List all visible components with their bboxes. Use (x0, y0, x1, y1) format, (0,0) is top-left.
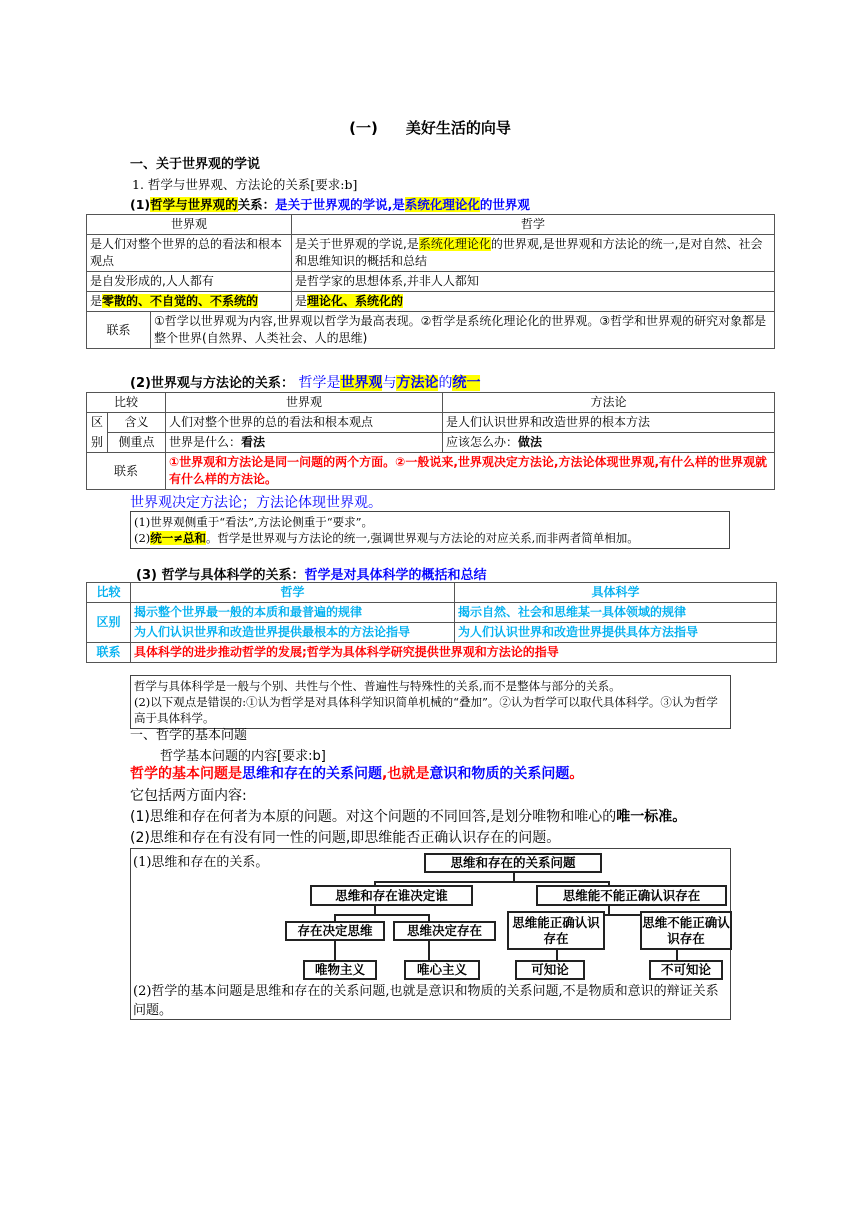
table-row (87, 312, 775, 349)
diagram-node-rr: 思维不能正确认识存在 (640, 911, 732, 950)
table-cell: 区 (87, 413, 108, 433)
text-line: 它包括两方面内容: (130, 788, 247, 804)
diagram-footer: (2)哲学的基本问题是思维和存在的关系问题,也就是意识和物质的关系问题,不是物质和意识的辩证关系问题。 (133, 984, 719, 1018)
table-cell: 是自发形成的,人人都有 (87, 272, 292, 292)
connector-line (334, 939, 336, 961)
table-cell: 是理论化、系统化的 (292, 292, 775, 312)
diagram-box (130, 848, 731, 1020)
table-cell: 世界是什么：看法 (166, 433, 443, 453)
table-row (87, 643, 777, 663)
table-cell: 为人们认识世界和改造世界提供具体方法指导 (455, 623, 777, 643)
header-cell: 世界观 (87, 215, 292, 235)
table-worldview-methodology (86, 392, 775, 490)
section-heading: 一、关于世界观的学说 (130, 157, 261, 172)
table-cell: 侧重点 (108, 433, 166, 453)
diagram-node-root: 思维和存在的关系问题 (424, 853, 602, 873)
diagram-node-rll: 可知论 (515, 960, 585, 980)
diagram-node-right: 思维能不能正确认识存在 (536, 885, 727, 906)
table-row (87, 393, 775, 413)
relation-line-1: (1)哲学与世界观的关系：是关于世界观的学说,是系统化理论化的世界观 (130, 197, 530, 212)
table-cell: 为人们认识世界和改造世界提供最根本的方法论指导 (131, 623, 455, 643)
table-cell: 揭示整个世界最一般的本质和最普遍的规律 (131, 603, 455, 623)
table-row (87, 235, 775, 272)
table-row (87, 623, 777, 643)
table-cell: 是关于世界观的学说,是系统化理论化的世界观,是世界观和方法论的统一,是对自然、社会和思维知识的概括和总结 (292, 235, 775, 272)
table-cell: 是哲学家的思想体系,并非人人都知 (292, 272, 775, 292)
header-cell: 具体科学 (455, 583, 777, 603)
summary-line: 世界观决定方法论；方法论体现世界观。 (130, 495, 382, 511)
table-cell: 区别 (87, 603, 131, 643)
note-box-1: (1)世界观侧重于“看法”,方法论侧重于“要求”。 (2)统一≠总和。哲学是世界观与方法论的统一,强调世界观与方法论的对应关系,而非两者简单相加。 (130, 511, 730, 549)
table-cell: 应该怎么办：做法 (443, 433, 775, 453)
table-cell: 具体科学的进步推动哲学的发展;哲学为具体科学研究提供世界观和方法论的指导 (131, 643, 777, 663)
table-row (87, 413, 775, 433)
table-row (87, 215, 775, 235)
table-worldview-philosophy (86, 214, 775, 349)
table-row (87, 292, 775, 312)
connector-line (374, 881, 610, 883)
relation-line-3: (3) 哲学与具体科学的关系：哲学是对具体科学的概括和总结 (136, 568, 487, 583)
table-cell: ①哲学以世界观为内容,世界观以哲学为最高表现。②哲学是系统化理论化的世界观。③哲学和世界观的研究对象都是整个世界(自然界、人类社会、人的思维) (151, 312, 775, 349)
page-title: (一) 美好生活的向导 (349, 119, 511, 137)
table-cell: 是零散的、不自觉的、不系统的 (87, 292, 292, 312)
subheading: 哲学基本问题的内容[要求:b] (160, 749, 326, 764)
connector-line (428, 939, 430, 961)
table-cell: ①世界观和方法论是同一问题的两个方面。②一般说来,世界观决定方法论,方法论体现世界观,有什么样的世界观就有什么样的方法论。 (166, 453, 775, 490)
relation-line-2: (2)世界观与方法论的关系： 哲学是世界观与方法论的统一 (130, 375, 481, 391)
text-line: (2)思维和存在有没有同一性的问题,即思维能否正确认识存在的问题。 (130, 830, 561, 846)
header-cell: 哲学 (131, 583, 455, 603)
connector-line (334, 914, 430, 916)
diagram-node-ll: 存在决定思维 (285, 921, 385, 941)
header-cell: 世界观 (166, 393, 443, 413)
diagram-node-left: 思维和存在谁决定谁 (310, 885, 473, 906)
table-row (87, 272, 775, 292)
table-row (87, 433, 775, 453)
header-cell: 方法论 (443, 393, 775, 413)
table-cell: 含义 (108, 413, 166, 433)
diagram-node-lrl: 唯心主义 (404, 960, 480, 980)
table-cell: 人们对整个世界的总的看法和根本观点 (166, 413, 443, 433)
table-cell: 联系 (87, 453, 166, 490)
header-cell: 比较 (87, 393, 166, 413)
diagram-label: (1)思维和存在的关系。 (133, 855, 269, 870)
table-cell: 联系 (87, 643, 131, 663)
table-cell: 是人们对整个世界的总的看法和根本观点 (87, 235, 292, 272)
header-cell: 哲学 (292, 215, 775, 235)
section-heading: 一、哲学的基本问题 (130, 728, 248, 743)
header-cell: 比较 (87, 583, 131, 603)
table-cell: 别 (87, 433, 108, 453)
note-box-2: 哲学与具体科学是一般与个别、共性与个性、普遍性与特殊性的关系,而不是整体与部分的关系。 (2)以下观点是错误的:①认为哲学是对具体科学知识简单机械的“叠加”。②认为哲学可以取代具体科学。③认为哲学高于具体科学。 (130, 675, 731, 729)
diagram-node-lr: 思维决定存在 (393, 921, 496, 941)
diagram-node-rrl: 不可知论 (649, 960, 723, 980)
table-cell: 揭示自然、社会和思维某一具体领域的规律 (455, 603, 777, 623)
table-cell: 联系 (87, 312, 151, 349)
diagram-node-rl: 思维能正确认识存在 (507, 911, 605, 950)
table-cell: 是人们认识世界和改造世界的根本方法 (443, 413, 775, 433)
table-row (87, 453, 775, 490)
table-philosophy-science (86, 582, 777, 663)
text-line: (1)思维和存在何者为本原的问题。对这个问题的不同回答,是划分唯物和唯心的唯一标准。 (130, 809, 687, 825)
table-row (87, 603, 777, 623)
diagram-node-lll: 唯物主义 (303, 960, 377, 980)
subheading: 1. 哲学与世界观、方法论的关系[要求:b] (132, 177, 358, 192)
table-row (87, 583, 777, 603)
basic-question-line: 哲学的基本问题是思维和存在的关系问题,也就是意识和物质的关系问题。 (130, 766, 584, 782)
